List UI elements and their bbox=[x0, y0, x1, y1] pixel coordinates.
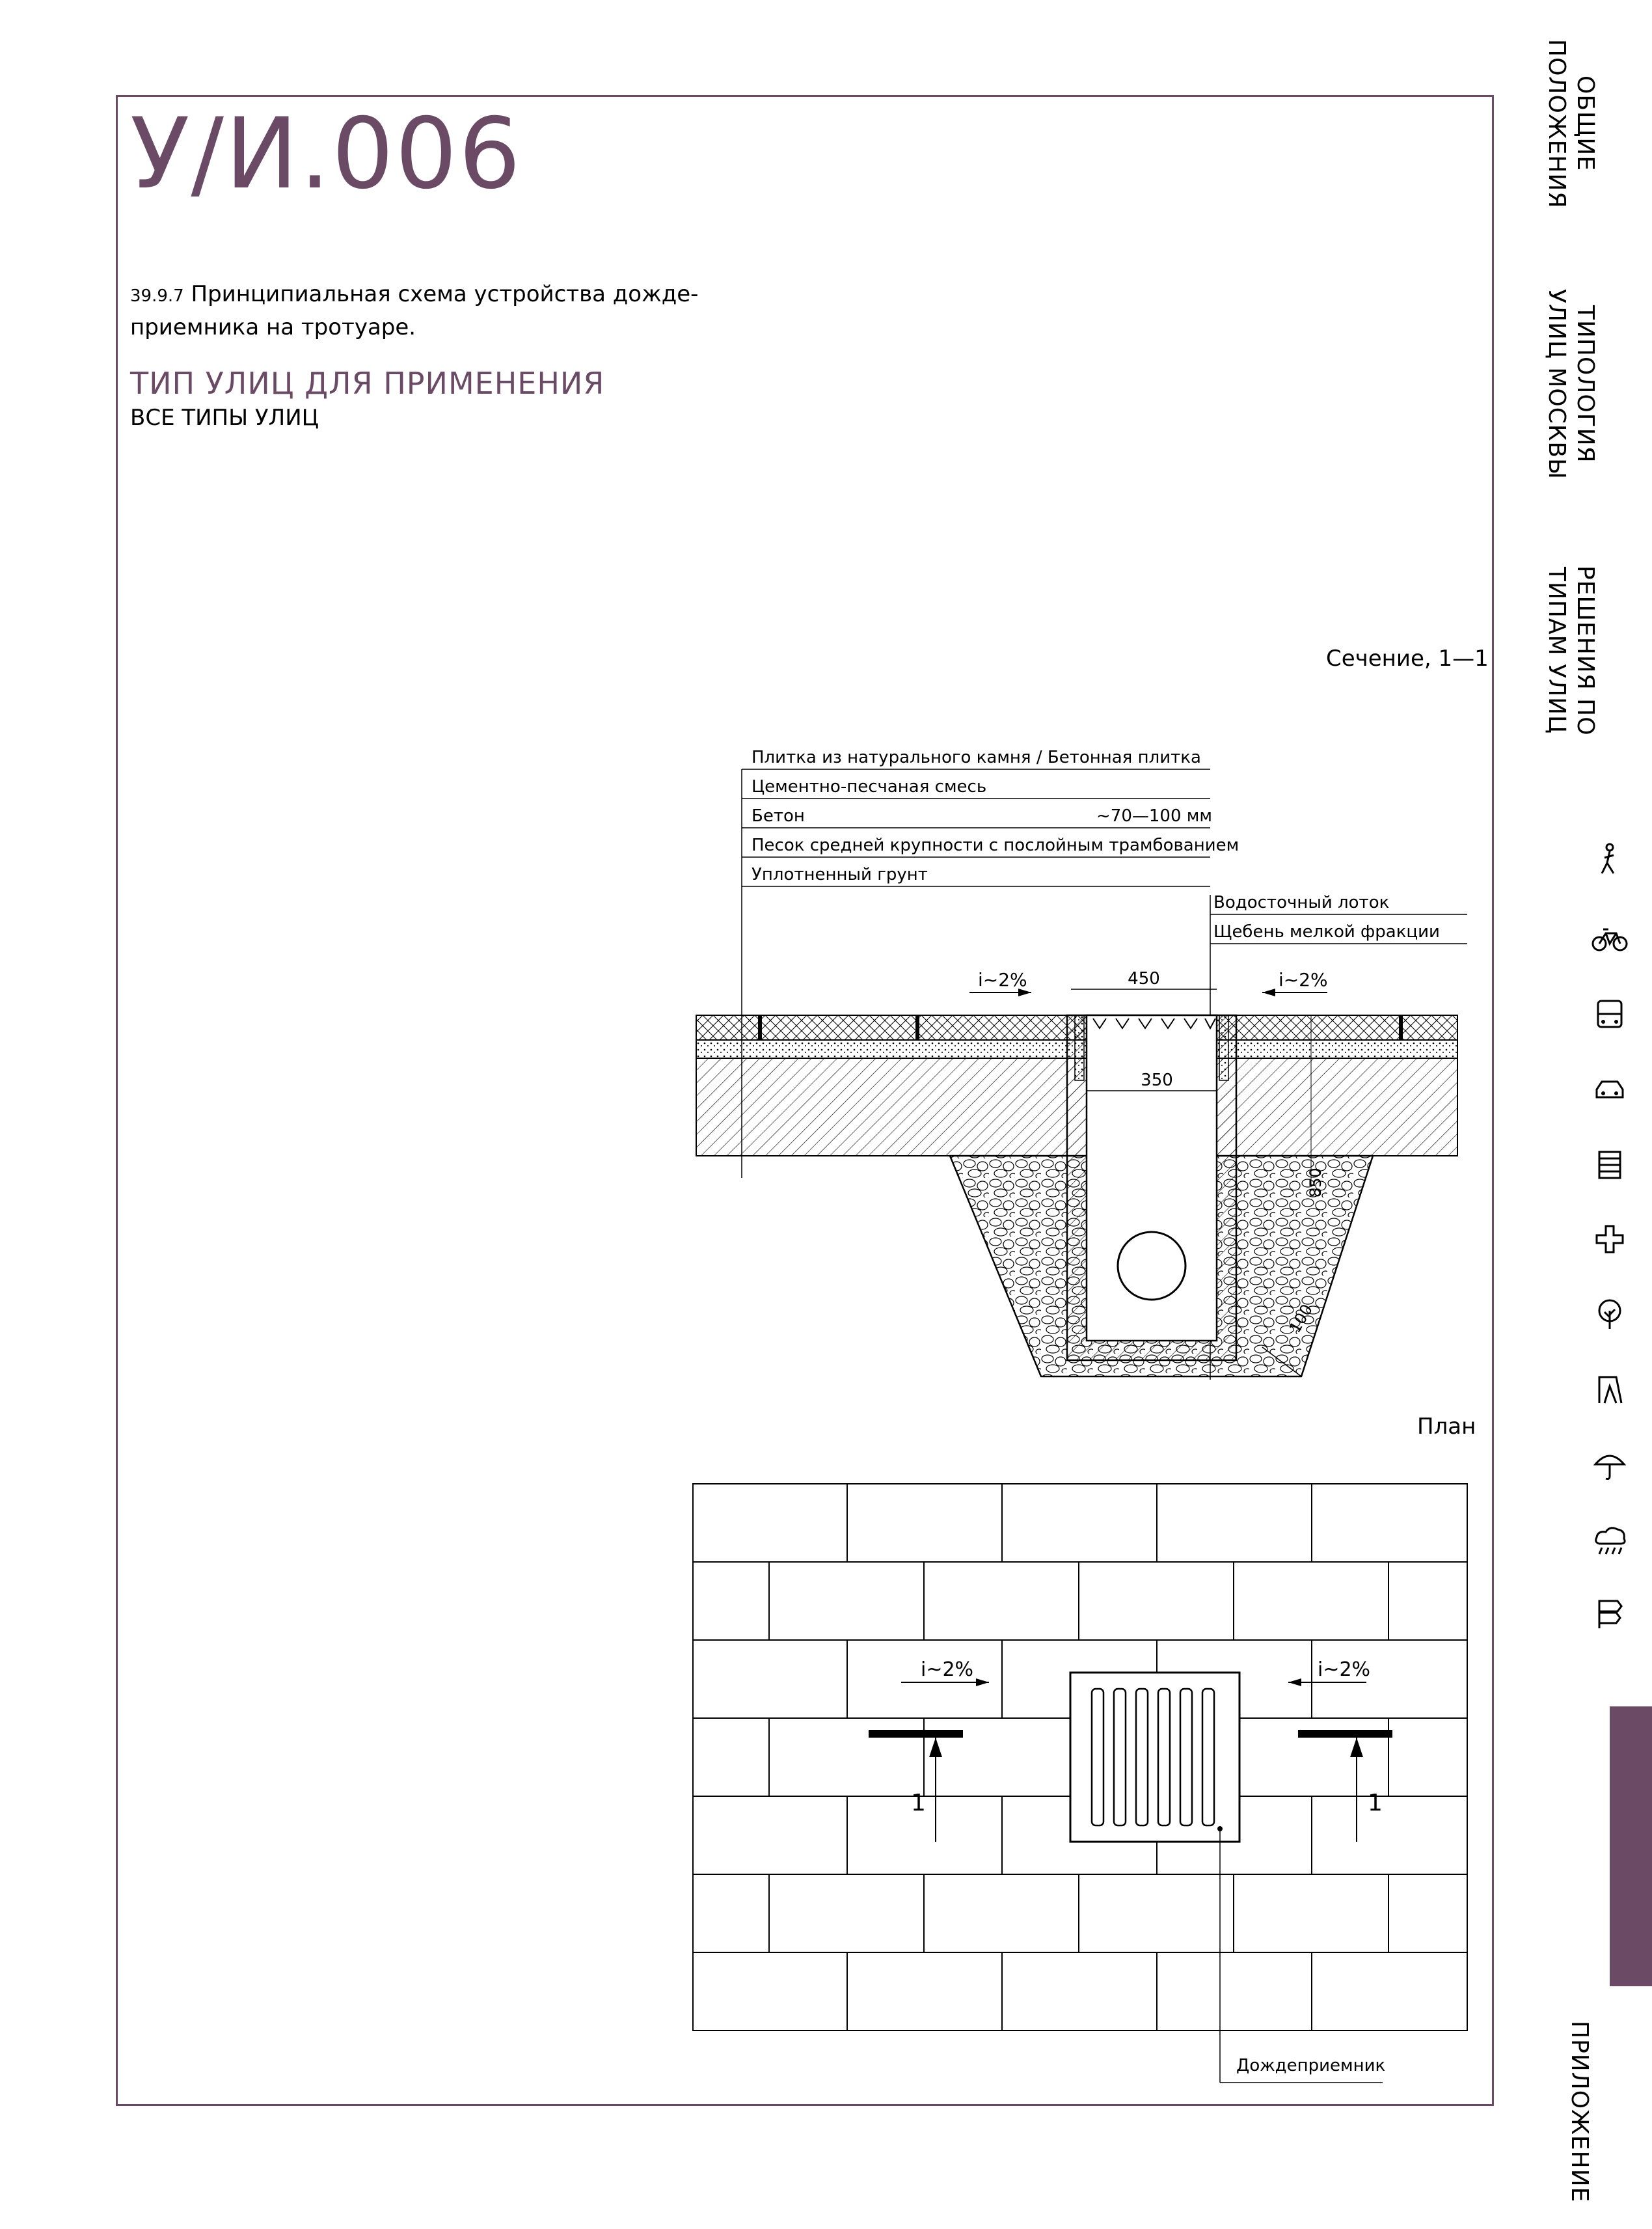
umbrella-icon[interactable] bbox=[1590, 1445, 1629, 1484]
section-drawing bbox=[677, 729, 1483, 1432]
section-cut-left bbox=[869, 1730, 963, 1842]
figure-caption bbox=[130, 279, 716, 343]
pedestrian-icon[interactable] bbox=[1590, 841, 1629, 880]
cut-label-right: 1 bbox=[1368, 1790, 1383, 1816]
channel-label: Водосточный лоток bbox=[1213, 893, 1390, 912]
caption-number: 39.9.7 bbox=[130, 286, 184, 306]
layer-label: Плитка из натурального камня / Бетонная плитка bbox=[752, 748, 1201, 767]
signpost-icon[interactable] bbox=[1590, 1594, 1629, 1634]
active-tab-marker bbox=[1610, 1706, 1652, 1986]
medical-cross-icon[interactable] bbox=[1590, 1220, 1629, 1259]
drain-pipe bbox=[1118, 1232, 1185, 1300]
tab-details[interactable]: ДЕТАЛИ И УЗЛЫ bbox=[1566, 1754, 1593, 1962]
caption-text: Принципиальная схема устройства дожде- приемника на тротуаре. bbox=[130, 281, 699, 340]
plan-title: План bbox=[1417, 1414, 1476, 1440]
layer-label: Бетон bbox=[752, 806, 805, 826]
tab-typology[interactable]: ТИПОЛОГИЯ УЛИЦ МОСКВЫ bbox=[1543, 288, 1599, 480]
tab-general[interactable]: ОБЩИЕ ПОЛОЖЕНИЯ bbox=[1543, 39, 1599, 209]
drain-channel bbox=[1067, 1015, 1236, 1360]
dim-inner: 350 bbox=[1141, 1071, 1173, 1090]
page-code: У/И.006 bbox=[130, 98, 522, 211]
gravel-label: Щебень мелкой фракции bbox=[1213, 922, 1440, 942]
lanes-icon[interactable] bbox=[1590, 1145, 1629, 1184]
street-type-value: ВСЕ ТИПЫ УЛИЦ bbox=[130, 405, 319, 431]
concrete-thickness: ~70—100 мм bbox=[1096, 806, 1212, 826]
tab-solutions[interactable]: РЕШЕНИЯ ПО ТИПАМ УЛИЦ bbox=[1543, 566, 1599, 736]
cut-label-left: 1 bbox=[911, 1790, 926, 1816]
tree-icon[interactable] bbox=[1590, 1294, 1629, 1333]
plan-slope-left: i~2% bbox=[921, 1658, 974, 1681]
dim-bottom: 100 bbox=[1285, 1301, 1317, 1336]
section-title: Сечение, 1—1 bbox=[1326, 646, 1489, 672]
slope-left: i~2% bbox=[978, 969, 1027, 991]
car-icon[interactable] bbox=[1590, 1071, 1629, 1110]
tab-appendix[interactable]: ПРИЛОЖЕНИЕ bbox=[1566, 2021, 1593, 2203]
slope-right: i~2% bbox=[1279, 969, 1328, 991]
bicycle-icon[interactable] bbox=[1590, 918, 1629, 957]
layer-label: Цементно-песчаная смесь bbox=[752, 777, 987, 797]
dim-depth: 850 bbox=[1307, 1168, 1325, 1197]
rain-cloud-icon[interactable] bbox=[1590, 1520, 1629, 1559]
plan-drawing bbox=[677, 1477, 1483, 2102]
dim-top: 450 bbox=[1128, 969, 1160, 989]
bus-icon[interactable] bbox=[1590, 994, 1629, 1033]
bus-stop-icon[interactable] bbox=[1590, 1369, 1629, 1408]
plan-slope-right: i~2% bbox=[1318, 1658, 1371, 1681]
street-type-title: ТИП УЛИЦ ДЛЯ ПРИМЕНЕНИЯ bbox=[130, 366, 605, 401]
layer-label: Уплотненный грунт bbox=[752, 865, 928, 884]
inlet-label: Дождеприемник bbox=[1236, 2056, 1386, 2075]
layer-label: Песок средней крупности с послойным трамбованием bbox=[752, 836, 1239, 855]
